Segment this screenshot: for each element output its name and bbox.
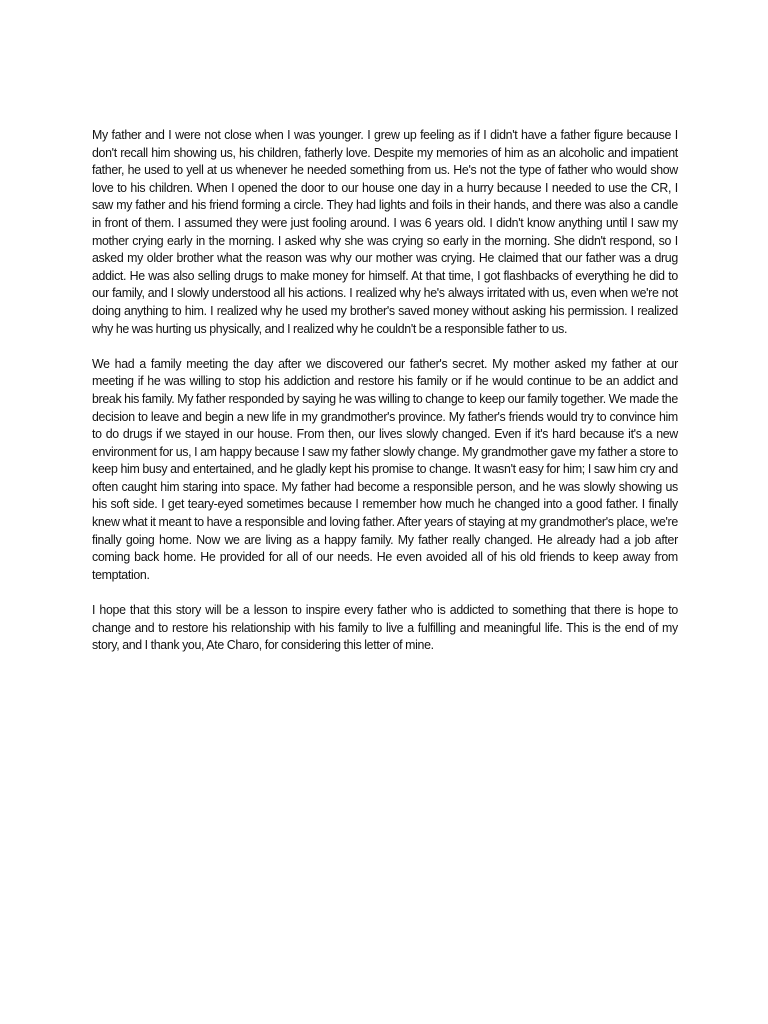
paragraph-3: I hope that this story will be a lesson to inspire every father who is addicted to something that there is hope to change and to restore his relationship with his family to live a fulfilling and meaningful life. This is the end of my story, and I thank you, Ate Charo, for considering this letter of mine. <box>92 602 678 653</box>
paragraph-2: We had a family meeting the day after we discovered our father's secret. My mother asked my father at our meeting if he was willing to stop his addiction and restore his family or if he would continue to be an addict and break his family. My father responded by saying he was willing to change to keep our family together. We made the decision to leave and begin a new life in my grandmother's province. My father's friends would try to convince him to do drugs if we stayed in our house. From then, our lives slowly changed. Even if it's hard because it's a new environment for us, I am happy because I saw my father slowly change. My grandmother gave my father a store to keep him busy and entertained, and he gladly kept his promise to change. It wasn't easy for him; I saw him cry and often caught him staring into space. My father had become a responsible person, and he was slowly showing us his soft side. I get teary-eyed sometimes because I remember how much he changed into a good father. I finally knew what it meant to have a responsible and loving father. After years of staying at my grandmother's place, we're finally going home. Now we are living as a happy family. My father really changed. He already had a job after coming back home. He provided for all of our needs. He even avoided all of his old friends to keep away from temptation. <box>92 355 678 582</box>
letter-body <box>92 126 678 671</box>
paragraph-1: My father and I were not close when I was younger. I grew up feeling as if I didn't have a father figure because I don't recall him showing us, his children, fatherly love. Despite my memories of him as an alcoholic and impatient father, he used to yell at us whenever he needed something from us. He's not the type of father who would show love to his children. When I opened the door to our house one day in a hurry because I needed to use the CR, I saw my father and his friend forming a circle. They had lights and foils in their hands, and there was also a candle in front of them. I assumed they were just fooling around. I was 6 years old. I didn't know anything until I saw my mother crying early in the morning. I asked why she was crying so early in the morning. She didn't respond, so I asked my older brother what the reason was why our mother was crying. He claimed that our father was a drug addict. He was also selling drugs to make money for himself. At that time, I got flashbacks of everything he did to our family, and I slowly understood all his actions. I realized why he's always irritated with us, even when we're not doing anything to him. I realized why he used my brother's saved money without asking his permission. I realized why he was hurting us physically, and I realized why he couldn't be a responsible father to us. <box>92 127 678 336</box>
